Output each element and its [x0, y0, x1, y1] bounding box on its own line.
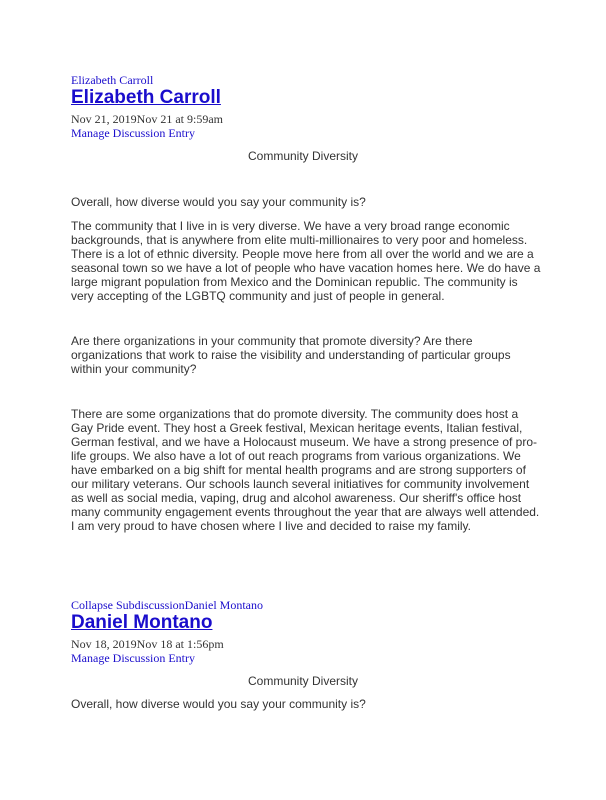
manage-discussion-entry-link[interactable]: Manage Discussion Entry — [71, 126, 195, 140]
manage-discussion-entry-link[interactable]: Manage Discussion Entry — [71, 651, 195, 665]
post-date: Nov 18, 2019Nov 18 at 1:56pm — [71, 637, 224, 651]
author-name-link[interactable]: Elizabeth Carroll — [71, 87, 221, 108]
answer-1: The community that I live in is very diverse. We have a very broad range economic backgrounds, that is anywhere from elite multi-millionaires to very poor and homeless. There is a lot of ethnic diversity. People move here from all over the world and we are a seasonal town so we have a lot of people who have vacation homes here. We do have a large migrant population from Mexico and the Dominican republic. The community is very accepting of the LGBTQ community and just of people in general. — [71, 219, 541, 303]
post-date: Nov 21, 2019Nov 21 at 9:59am — [71, 112, 223, 126]
collapse-subdiscussion-link[interactable]: Collapse SubdiscussionDaniel Montano — [71, 598, 263, 612]
question-1: Overall, how diverse would you say your community is? — [71, 697, 366, 711]
author-link-small[interactable]: Elizabeth Carroll — [71, 73, 154, 87]
answer-2: There are some organizations that do promote diversity. The community does host a Gay Pride event. They host a Greek festival, Mexican heritage events, Italian festival, German festival, and we have a Holocaust museum. We have a strong presence of pro-life groups. We also have a lot of out reach programs from various organizations. We have embarked on a big shift for mental health programs and are strong supporters of our military veterans. Our schools launch several initiatives for community involvement as well as social media, vaping, drug and alcohol awareness. Our sheriff's office host many community engagement events throughout the year that are always well attended. I am very proud to have chosen where I live and decided to raise my family. — [71, 407, 540, 533]
post-title: Community Diversity — [247, 674, 358, 688]
question-2: Are there organizations in your community that promote diversity? Are there organizations that work to raise the visibility and understanding of particular groups within your community? — [71, 334, 511, 376]
post-title: Community Diversity — [247, 149, 358, 163]
author-name-link[interactable]: Daniel Montano — [71, 612, 213, 633]
question-1: Overall, how diverse would you say your community is? — [71, 195, 366, 209]
